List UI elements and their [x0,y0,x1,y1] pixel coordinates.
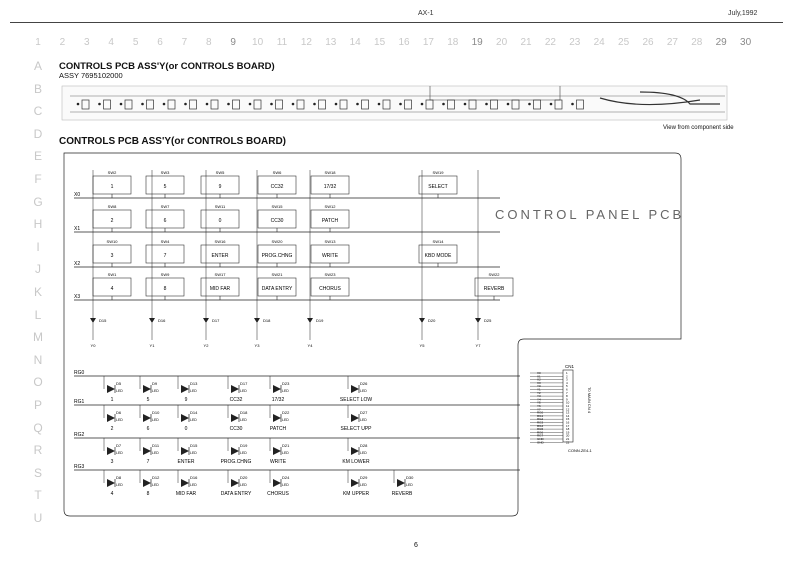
pin-net: X1 [537,374,541,379]
pin-number: 12 [566,407,570,412]
led-type: LED [152,389,159,393]
led-ref: D9 [152,381,158,386]
led-D29 [351,479,359,487]
led-type: LED [116,389,123,393]
switch-label: CHORUS [319,286,341,292]
led-ref: D18 [240,410,248,415]
grid-row-F: F [34,172,42,186]
led-ref: D15 [190,443,198,448]
net-label: Y0 [90,343,96,348]
grid-row-A: A [33,59,43,73]
grid-column-26: 26 [642,37,654,48]
led-type: LED [360,483,367,487]
switch-label: 7 [163,253,167,259]
switch-ref: SW13 [324,239,336,244]
grid-column-29: 29 [715,37,727,48]
led-D13 [181,385,189,393]
led-type: LED [240,418,247,422]
doc-date: July,1992 [728,10,758,17]
led-label: CC32 [229,397,243,403]
bus-label: X3 [74,294,81,300]
led-label: CC30 [229,426,243,432]
pin-net: Y5 [537,400,541,405]
grid-column-23: 23 [569,37,581,48]
switch-ref: SW2 [107,170,117,175]
switch-label: 5 [163,184,167,190]
panel-label: CONTROL PANEL PCB [495,207,685,222]
led-ref: D11 [152,443,160,448]
grid-row-K: K [33,285,43,299]
switch-label: 2 [110,218,114,224]
led-type: LED [360,451,367,455]
grid-row-T: T [34,488,42,503]
grid-row-J: J [35,262,41,277]
led-label: SELECT UPP [340,426,372,432]
grid-column-18: 18 [447,37,459,48]
led-label: WRITE [269,459,287,465]
led-label: 4 [110,491,114,497]
led-D19 [231,447,239,455]
pin-number: 3 [566,377,568,382]
led-label: REVERB [391,491,413,497]
led-ref: D19 [240,443,248,448]
switch-ref: SW16 [214,239,226,244]
pin-net: Y4 [537,397,541,402]
pin-number: 5 [566,384,568,389]
net-label: Y1 [149,343,155,348]
led-D21 [273,447,281,455]
connector-note: CONN.ZE4-1 [568,448,592,453]
led-D15 [181,447,189,455]
switch-label: 6 [163,218,167,224]
pin-number: 21 [566,437,570,441]
switch-label: CC32 [270,184,284,190]
pin-net: X2 [537,377,541,382]
switch-label: 8 [163,286,167,292]
grid-column-20: 20 [496,37,508,48]
switch-ref: SW3 [160,170,170,175]
net-label: Y7 [475,343,481,348]
switch-ref: SW18 [324,170,336,175]
diode-ref: D18 [263,318,271,323]
grid-row-M: M [33,330,43,345]
pin-number: 6 [566,387,568,392]
switch-ref: SW1 [107,272,117,277]
led-ref: D21 [282,443,290,448]
led-label: PROG.CHNG [220,459,252,465]
grid-row-O: O [33,375,43,390]
grid-column-2: 2 [59,37,66,48]
grid-column-15: 15 [374,37,386,48]
grid-column-21: 21 [520,37,532,48]
switch-ref: SW15 [271,204,283,209]
led-label: DATA ENTRY [220,491,252,497]
led-label: 6 [146,426,150,432]
led-D5 [107,385,115,393]
led-label: 5 [146,397,150,403]
grid-column-3: 3 [84,37,90,48]
pin-net: Y7 [537,407,541,412]
led-ref: D6 [116,410,122,415]
switch-ref: SW22 [488,272,500,277]
grid-row-C: C [33,104,43,119]
pin-net: GND [537,440,544,445]
led-ref: D30 [406,475,414,480]
bus-label: X2 [74,261,81,267]
grid-column-13: 13 [325,37,337,48]
led-label: CHORUS [267,491,289,497]
diode-D16 [149,318,155,323]
led-ref: D17 [240,381,248,386]
grid-row-E: E [33,149,43,164]
led-label: KM LOWER [342,459,370,465]
diode-D18 [254,318,260,323]
bus-label: RG0 [74,370,85,376]
pin-number: 2 [566,374,568,379]
led-ref: D29 [360,475,368,480]
led-type: LED [406,483,413,487]
grid-column-4: 4 [108,37,114,48]
led-D8 [107,479,115,487]
grid-column-10: 10 [252,37,264,48]
switch-label: PATCH [321,218,339,224]
page-number: 6 [414,542,418,549]
net-label: Y3 [254,343,260,348]
pin-number: 10 [566,400,570,405]
grid-row-Q: Q [33,420,43,435]
led-ref: D8 [116,475,122,480]
grid-column-25: 25 [618,37,630,48]
diode-ref: D17 [212,318,220,323]
led-label: 2 [110,426,114,432]
grid-row-I: I [36,239,40,254]
grid-column-16: 16 [398,37,410,48]
led-type: LED [152,483,159,487]
switch-ref: SW6 [272,170,282,175]
grid-row-R: R [33,443,43,458]
grid-column-17: 17 [422,37,434,48]
bus-label: RG1 [74,399,85,405]
grid-row-S: S [33,465,43,480]
switch-label: SELECT [428,184,448,190]
pin-net: Y3 [537,394,541,399]
grid-column-19: 19 [471,37,483,48]
led-D22 [273,414,281,422]
grid-row-B: B [33,81,43,96]
led-D16 [181,479,189,487]
led-type: LED [282,451,289,455]
grid-column-27: 27 [666,37,678,48]
led-D14 [181,414,189,422]
pin-number: 4 [566,380,568,385]
led-type: LED [282,418,289,422]
led-D11 [143,447,151,455]
pin-number: 8 [566,394,568,399]
net-label: Y2 [203,343,209,348]
pin-number: 18 [566,427,570,432]
bus-label: X0 [74,192,81,198]
led-D27 [351,414,359,422]
led-label: 1 [110,397,114,403]
pin-number: 1 [566,371,568,375]
led-D23 [273,385,281,393]
diode-ref: D25 [484,318,492,323]
switch-ref: SW8 [107,204,117,209]
diode-D25 [475,318,481,323]
pin-net: RG6 [537,430,544,435]
pin-number: 20 [566,433,570,438]
pin-number: 13 [566,410,570,415]
switch-label: MID FAR [209,286,231,292]
led-type: LED [240,451,247,455]
led-label: 0 [184,426,188,432]
switch-ref: SW20 [271,239,283,244]
led-ref: D14 [190,410,198,415]
diode-ref: D20 [428,318,436,323]
grid-column-6: 6 [157,37,163,48]
pin-net: Y2 [537,390,541,395]
grid-column-28: 28 [691,37,703,48]
led-ref: D28 [360,443,368,448]
led-ref: D22 [282,410,290,415]
grid-column-30: 30 [740,37,752,48]
switch-label: 9 [218,184,222,190]
grid-column-1: 1 [35,37,41,48]
bus-label: RG3 [74,464,85,470]
led-ref: D16 [190,475,198,480]
switch-ref: SW12 [324,204,336,209]
diode-D17 [203,318,209,323]
net-label: Y4 [307,343,313,348]
schematic-title: CONTROLS PCB ASS'Y(or CONTROLS BOARD) [59,136,287,147]
pin-number: 9 [566,397,568,402]
bus-label: X1 [74,226,81,232]
led-type: LED [282,483,289,487]
grid-column-5: 5 [132,37,139,48]
pin-number: 16 [566,420,570,425]
led-ref: D26 [360,381,368,386]
switch-ref: SW11 [214,204,226,209]
switch-label: ENTER [211,253,229,259]
led-type: LED [360,389,367,393]
pin-net: GND [537,437,544,441]
switch-label: DATA ENTRY [261,286,293,292]
connector-ref: CN1 [565,364,575,369]
pin-number: 14 [566,413,570,418]
diode-ref: D19 [316,318,324,323]
grid-column-14: 14 [349,37,361,48]
grid-column-22: 22 [544,37,556,48]
net-label: Y5 [419,343,425,348]
led-label: 3 [110,459,114,465]
led-ref: D27 [360,410,368,415]
led-D10 [143,414,151,422]
diode-D19 [307,318,313,323]
switch-label: REVERB [483,286,505,292]
grid-column-11: 11 [276,37,288,48]
led-type: LED [190,418,197,422]
switch-label: WRITE [321,253,339,259]
switch-label: KBD MODE [424,253,452,259]
grid-row-L: L [34,307,42,322]
led-type: LED [152,451,159,455]
grid-column-12: 12 [300,37,312,48]
led-ref: D20 [240,475,248,480]
led-ref: D10 [152,410,160,415]
led-type: LED [152,418,159,422]
pin-net: RG3 [537,420,544,425]
pin-net: RG4 [537,423,544,428]
led-label: 8 [146,491,150,497]
pin-number: 17 [566,423,570,428]
doc-id: AX-1 [418,10,434,17]
switch-ref: SW14 [432,239,444,244]
connector-target: T0 MAIN CN 4 [587,386,592,414]
pin-net: RG7 [537,433,544,438]
led-label: KM UPPER [342,491,370,497]
led-D9 [143,385,151,393]
grid-row-D: D [33,126,43,141]
led-ref: D12 [152,475,160,480]
led-D12 [143,479,151,487]
view-note: View from component side [663,125,734,131]
pin-net: Y6 [537,404,541,408]
switch-ref: SW17 [214,272,226,277]
led-D24 [273,479,281,487]
led-type: LED [116,451,123,455]
switch-ref: SW10 [106,239,118,244]
pin-number: 15 [566,417,570,422]
pin-net: RG5 [537,427,544,432]
pin-number: 19 [566,430,570,435]
switch-ref: SW21 [271,272,283,277]
led-D6 [107,414,115,422]
led-D18 [231,414,239,422]
switch-label: CC30 [270,218,284,224]
pin-net: RG2 [537,417,544,422]
pin-net: X0 [537,371,541,375]
led-D20 [231,479,239,487]
led-type: LED [360,418,367,422]
switch-ref: SW19 [432,170,444,175]
pin-net: Y0 [537,384,541,389]
led-ref: D7 [116,443,122,448]
led-type: LED [240,389,247,393]
switch-label: 3 [110,253,114,259]
diode-D15 [90,318,96,323]
switch-ref: SW4 [160,239,170,244]
pin-number: 22 [566,440,570,445]
led-type: LED [190,451,197,455]
led-ref: D23 [282,381,290,386]
led-ref: D13 [190,381,198,386]
led-type: LED [190,389,197,393]
led-D7 [107,447,115,455]
switch-label: 0 [218,218,222,224]
led-ref: D5 [116,381,122,386]
grid-column-9: 9 [230,37,236,48]
bus-label: RG2 [74,432,85,438]
led-label: PATCH [269,426,287,432]
diode-ref: D16 [158,318,166,323]
switch-ref: SW23 [324,272,336,277]
led-type: LED [116,418,123,422]
diode-ref: D15 [99,318,107,323]
assy-number: ASSY 7695102000 [59,71,123,80]
switch-label: 1 [110,184,114,190]
grid-row-G: G [33,194,43,209]
switch-ref: SW7 [160,204,170,209]
switch-label: PROG.CHNG [261,253,293,259]
pin-number: 7 [566,390,568,395]
grid-column-8: 8 [206,37,212,48]
led-label: MID FAR [175,491,197,497]
led-label: 17/32 [271,397,285,403]
pin-net: Y1 [537,387,541,392]
led-type: LED [116,483,123,487]
pcb-title: CONTROLS PCB ASS'Y(or CONTROLS BOARD) [59,61,275,72]
led-type: LED [282,389,289,393]
grid-row-U: U [33,511,43,525]
led-type: LED [240,483,247,487]
led-label: SELECT LOW [339,397,373,403]
pin-net: RG0 [537,410,544,415]
grid-row-P: P [33,398,43,412]
pin-net: RG1 [537,413,544,418]
led-D17 [231,385,239,393]
grid-row-N: N [33,352,43,367]
led-label: ENTER [177,459,195,465]
led-type: LED [190,483,197,487]
switch-ref: SW9 [160,272,170,277]
led-label: 9 [184,397,188,403]
led-D30 [397,479,405,487]
grid-column-7: 7 [181,37,188,48]
led-ref: D24 [282,475,290,480]
grid-row-H: H [33,217,43,232]
pin-net: X3 [537,380,541,385]
diode-D20 [419,318,425,323]
pin-number: 11 [566,404,570,408]
switch-ref: SW5 [215,170,225,175]
switch-label: 4 [110,286,114,292]
led-D28 [351,447,359,455]
grid-column-24: 24 [593,37,605,48]
led-label: 7 [146,459,150,465]
switch-label: 17/32 [323,184,337,190]
led-D26 [351,385,359,393]
